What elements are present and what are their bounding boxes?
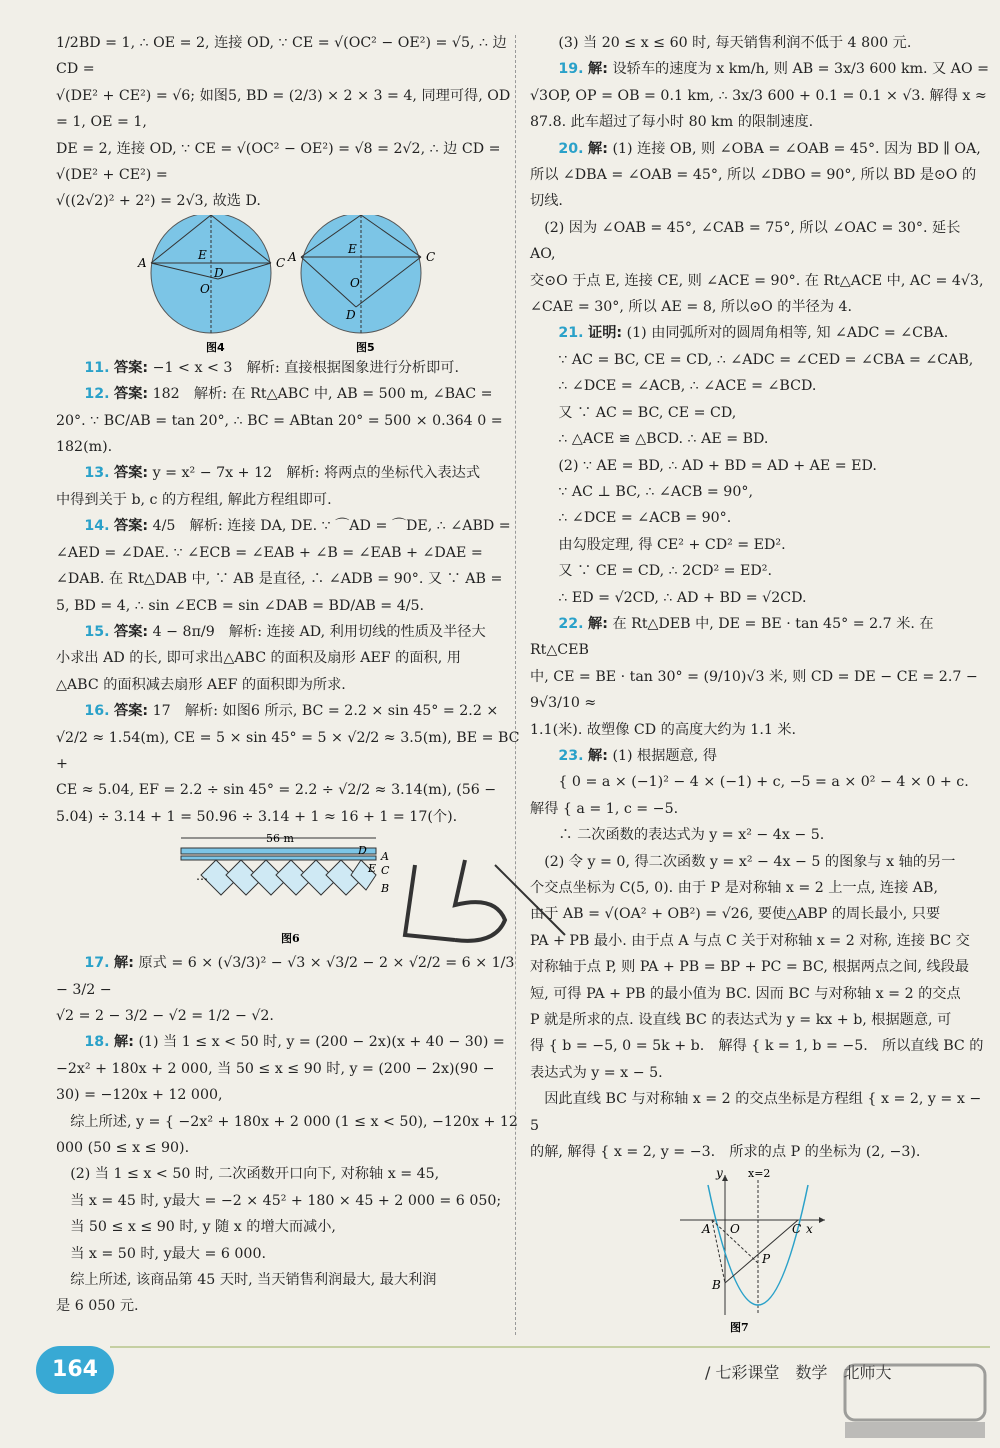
- q23: 23. 解: (1) 根据题意, 得: [558, 747, 718, 764]
- q21-line-9: 又 ∵ CE = CD, ∴ 2CD² = ED².: [558, 563, 772, 580]
- fig4-label-c: C: [276, 255, 286, 270]
- fig7-label-x: x: [806, 1222, 813, 1237]
- fig6-dots: …: [196, 869, 208, 884]
- intro-line-1: 1/2BD = 1, ∴ OE = 2, 连接 OD, ∵ CE = √(OC² − OE²) = √5, ∴ 边 CD =: [56, 35, 507, 78]
- q19: 19. 解: 设轿车的速度为 x km/h, 则 AB = 3x/3 600 km. 又 AO =: [558, 61, 990, 78]
- q12: 12. 答案: 182 解析: 在 Rt△ABC 中, AB = 500 m, ∠BAC =: [84, 386, 493, 403]
- q18-line-7: 当 x = 50 时, y最大 = 6 000.: [56, 1245, 266, 1262]
- q16-line-1: √2/2 ≈ 1.54(m), CE = 5 × sin 45° = 5 × √2/2 ≈ 3.5(m), BE = BC +: [56, 729, 520, 772]
- left-column: [56, 30, 524, 1320]
- fig6-label-a: A: [381, 850, 389, 864]
- q20-line-5: ∠CAE = 30°, 所以 AE = 8, 所以⊙O 的半径为 4.: [530, 299, 853, 316]
- q14-line-3: 5, BD = 4, ∴ sin ∠ECB = sin ∠DAB = BD/AB = 4/5.: [56, 597, 425, 614]
- fig7-label-o: O: [730, 1222, 740, 1237]
- q23-line-6: PA + PB 最小. 由于点 A 与点 C 关于对称轴 x = 2 对称, 连接 BC 交: [530, 932, 970, 949]
- fig6-label-b: B: [381, 882, 390, 896]
- fig5-label-a: A: [288, 249, 297, 264]
- fig6-label-c: C: [381, 864, 390, 878]
- q22: 22. 解: 在 Rt△DEB 中, DE = BE · tan 45° = 2.7 米. 在 Rt△CEB: [530, 615, 934, 659]
- q17-line-1: √2 = 2 − 3/2 − √2 = 1/2 − √2.: [56, 1007, 274, 1024]
- q18-line-2: 30) = −120x + 12 000,: [56, 1087, 223, 1104]
- q23-line-5: 由于 AB = √(OA² + OB²) = √26, 要使△ABP 的周长最小, 只要: [530, 906, 941, 923]
- fig7-label-x2: x=2: [748, 1167, 771, 1181]
- q21-line-4: ∴ △ACE ≌ △BCD. ∴ AE = BD.: [558, 431, 769, 448]
- fig4-label-b: [203, 215, 213, 216]
- q16-line-3: 5.04) ÷ 3.14 + 1 = 50.96 ÷ 3.14 + 1 ≈ 16 + 1 = 17(个).: [56, 808, 458, 825]
- q23-line-3: (2) 令 y = 0, 得二次函数 y = x² − 4x − 5 的图象与 x 轴的另一: [530, 853, 956, 870]
- q16: 16. 答案: 17 解析: 如图6 所示, BC = 2.2 × sin 45° = 2.2 ×: [84, 703, 499, 720]
- page-number-badge: 164: [36, 1346, 114, 1394]
- right-column: [530, 30, 990, 1335]
- intro-line-2: √(DE² + CE²) = √6; 如图5, BD = (2/3) × 2 × 3 = 4, 同理可得, OD = 1, OE = 1,: [56, 87, 511, 131]
- q21: 21. 证明: (1) 由同弧所对的圆周角相等, 知 ∠ADC = ∠CBA.: [558, 325, 949, 342]
- q23-line-11: 因此直线 BC 与对称轴 x = 2 的交点坐标是方程组 { x = 2, y = x − 5: [530, 1091, 982, 1134]
- q18-line-1: −2x² + 180x + 2 000, 当 50 ≤ x ≤ 90 时, y = (200 − 2x)(90 −: [56, 1060, 495, 1077]
- q21-line-3: 又 ∵ AC = BC, CE = CD,: [558, 404, 737, 421]
- q17: 17. 解: 原式 = 6 × (√3/3)² − √3 × √3/2 − 2 × √2/2 = 6 × 1/3 − 3/2 −: [56, 955, 515, 998]
- q21-line-10: ∴ ED = √2CD, ∴ AD + BD = √2CD.: [558, 589, 807, 606]
- q23-line-10: 得 { b = −5, 0 = 5k + b. 解得 { k = 1, b = −5. 所以直线 BC 的表达式为 y = x − 5.: [530, 1038, 984, 1081]
- q23-line-12: 的解, 解得 { x = 2, y = −3. 所求的点 P 的坐标为 (2, −3).: [530, 1144, 921, 1161]
- q14: 14. 答案: 4/5 解析: 连接 DA, DE. ∵ ⌒AD = ⌒DE, ∴ ∠ABD =: [84, 518, 511, 535]
- q23-line-7: 对称轴于点 P, 则 PA + PB = BP + PC = BC, 根据两点之间, 线段最: [530, 959, 970, 976]
- q18-line-8: 综上所述, 该商品第 45 天时, 当天销售利润最大, 最大利润: [56, 1272, 437, 1289]
- fig6-dim: 56 m: [266, 832, 294, 846]
- q19-line-1: √3OP, OP = OB = 0.1 km, ∴ 3x/3 600 + 0.1 = 0.1 × √3. 解得 x ≈: [530, 87, 987, 104]
- handwritten-stamp: [395, 845, 575, 955]
- q21-line-8: 由勾股定理, 得 CE² + CD² = ED².: [558, 536, 786, 553]
- fig6-label-d: D: [358, 844, 367, 858]
- q14-line-2: ∠DAB. 在 Rt△DAB 中, ∵ AB 是直径, ∴ ∠ADB = 90°. 又 ∵ AB =: [56, 571, 503, 588]
- q18-line-3: 综上所述, y = { −2x² + 180x + 2 000 (1 ≤ x < 50), −120x + 12 000 (50 ≤ x ≤ 90).: [56, 1113, 518, 1156]
- q19-line-2: 87.8. 此车超过了每小时 80 km 的限制速度.: [530, 114, 814, 131]
- fig4-label-o: O: [200, 281, 210, 296]
- figure-4: [137, 215, 285, 333]
- q11: 11. 答案: −1 < x < 3 解析: 直接根据图象进行分析即可.: [84, 359, 459, 376]
- q21-line-2: ∴ ∠DCE = ∠ACB, ∴ ∠ACE = ∠BCD.: [558, 378, 817, 395]
- q21-line-6: ∵ AC ⊥ BC, ∴ ∠ACB = 90°,: [558, 483, 753, 500]
- watermark-logo: [840, 1360, 990, 1440]
- footer-rule: [110, 1346, 990, 1348]
- q21-line-1: ∵ AC = BC, CE = CD, ∴ ∠ADC = ∠CED = ∠CBA = ∠CAB,: [558, 351, 974, 368]
- q18-line-4: (2) 当 1 ≤ x < 50 时, 二次函数开口向下, 对称轴 x = 45,: [56, 1166, 440, 1183]
- q23-line-9: P 就是所求的点. 设直线 BC 的表达式为 y = kx + b, 根据题意, 可: [530, 1012, 952, 1029]
- fig5-caption: 图5: [356, 340, 375, 354]
- q13-line-1: 中得到关于 b, c 的方程组, 解此方程组即可.: [56, 491, 332, 508]
- q16-line-2: CE ≈ 5.04, EF = 2.2 ÷ sin 45° = 2.2 ÷ √2/2 ≈ 3.14(m), (56 −: [56, 782, 497, 799]
- q23-line-1: { 0 = a × (−1)² − 4 × (−1) + c, −5 = a × 0² − 4 × 0 + c. 解得 { a = 1, c = −5.: [530, 774, 983, 817]
- fig7-label-y: y: [716, 1166, 723, 1181]
- fig4-caption: 图4: [206, 340, 225, 354]
- circle-figures: [56, 215, 524, 355]
- q12-line-1: 20°. ∵ BC/AB = tan 20°, ∴ BC = ABtan 20° = 500 × 0.364 0 = 182(m).: [56, 412, 503, 456]
- q13: 13. 答案: y = x² − 7x + 12 解析: 将两点的坐标代入表达式: [84, 465, 481, 482]
- q21-line-5: (2) ∵ AE = BD, ∴ AD + BD = AD + AE = ED.: [558, 457, 877, 474]
- fig7-caption: 图7: [730, 1321, 749, 1335]
- fig6-label-e: E: [368, 862, 377, 876]
- q18-line-6: 当 50 ≤ x ≤ 90 时, y 随 x 的增大而减小,: [56, 1219, 336, 1236]
- q21-line-7: ∴ ∠DCE = ∠ACB = 90°.: [558, 510, 732, 527]
- q18-part3: (3) 当 20 ≤ x ≤ 60 时, 每天销售利润不低于 4 800 元.: [558, 35, 912, 51]
- q22-line-1: 中, CE = BE · tan 30° = (9/10)√3 米, 则 CD = DE − CE = 2.7 − 9√3/10 ≈: [530, 668, 978, 712]
- fig7-label-a: A: [702, 1222, 711, 1237]
- figures-4-5: [56, 215, 524, 355]
- q18: 18. 解: (1) 当 1 ≤ x < 50 时, y = (200 − 2x)(x + 40 − 30) =: [84, 1034, 505, 1051]
- fig5-label-d: D: [346, 307, 356, 322]
- fig4-label-a: A: [138, 255, 147, 270]
- fig4-label-d: D: [214, 265, 224, 280]
- fig5-label-b: [353, 215, 363, 216]
- fig7-label-p: P: [762, 1252, 771, 1267]
- q20-line-4: 交⊙O 于点 E, 连接 CE, 则 ∠ACE = 90°. 在 Rt△ACE 中, AC = 4√3,: [530, 272, 984, 289]
- figure-7: [530, 1165, 990, 1335]
- fig5-label-e: E: [348, 241, 357, 256]
- q14-line-1: ∠AED = ∠DAE. ∵ ∠ECB = ∠EAB + ∠B = ∠EAB + ∠DAE =: [56, 544, 483, 561]
- q23-line-8: 短, 可得 PA + PB 的最小值为 BC. 因而 BC 与对称轴 x = 2 的交点: [530, 985, 961, 1002]
- q20-line-1: 所以 ∠DBA = ∠OAB = 45°, 所以 ∠DBO = 90°, 所以 BD 是⊙O 的: [530, 167, 977, 184]
- fig7-label-b: B: [712, 1278, 721, 1293]
- q20: 20. 解: (1) 连接 OB, 则 ∠OBA = ∠OAB = 45°. 因为 BD ∥ OA,: [558, 140, 981, 157]
- fig5-label-c: C: [426, 249, 436, 264]
- q22-line-2: 1.1(米). 故塑像 CD 的高度大约为 1.1 米.: [530, 721, 797, 738]
- fig7-label-c: C: [792, 1222, 802, 1237]
- q20-line-2: 切线.: [530, 193, 563, 210]
- q18-line-5: 当 x = 45 时, y最大 = −2 × 45² + 180 × 45 + 2 000 = 6 050;: [56, 1192, 502, 1209]
- q20-line-3: (2) 因为 ∠OAB = 45°, ∠CAB = 75°, 所以 ∠OAC = 30°. 延长 AO,: [530, 219, 961, 263]
- q15-line-1: 小求出 AD 的长, 即可求出△ABC 的面积及扇形 AEF 的面积, 用: [56, 650, 461, 667]
- q15-line-2: △ABC 的面积减去扇形 AEF 的面积即为所求.: [56, 676, 346, 693]
- intro-line-4: √((2√2)² + 2²) = 2√3, 故选 D.: [56, 193, 261, 210]
- figure-7-svg: [530, 1165, 990, 1335]
- q23-line-2: ∴ 二次函数的表达式为 y = x² − 4x − 5.: [558, 827, 825, 844]
- q15: 15. 答案: 4 − 8π/9 解析: 连接 AD, 利用切线的性质及半径大: [84, 623, 486, 640]
- fig4-label-e: E: [198, 247, 207, 262]
- q18-line-9: 是 6 050 元.: [56, 1298, 139, 1315]
- footer-book-title: / 七彩课堂 数学 北师大: [705, 1363, 892, 1382]
- fig5-label-o: O: [350, 275, 360, 290]
- figure-5: [287, 215, 435, 333]
- fig6-caption: 图6: [281, 932, 300, 946]
- intro-line-3: DE = 2, 连接 OD, ∵ CE = √(OC² − OE²) = √8 = 2√2, ∴ 边 CD = √(DE² + CE²) =: [56, 140, 501, 184]
- q23-line-4: 个交点坐标为 C(5, 0). 由于 P 是对称轴 x = 2 上一点, 连接 AB,: [530, 880, 938, 896]
